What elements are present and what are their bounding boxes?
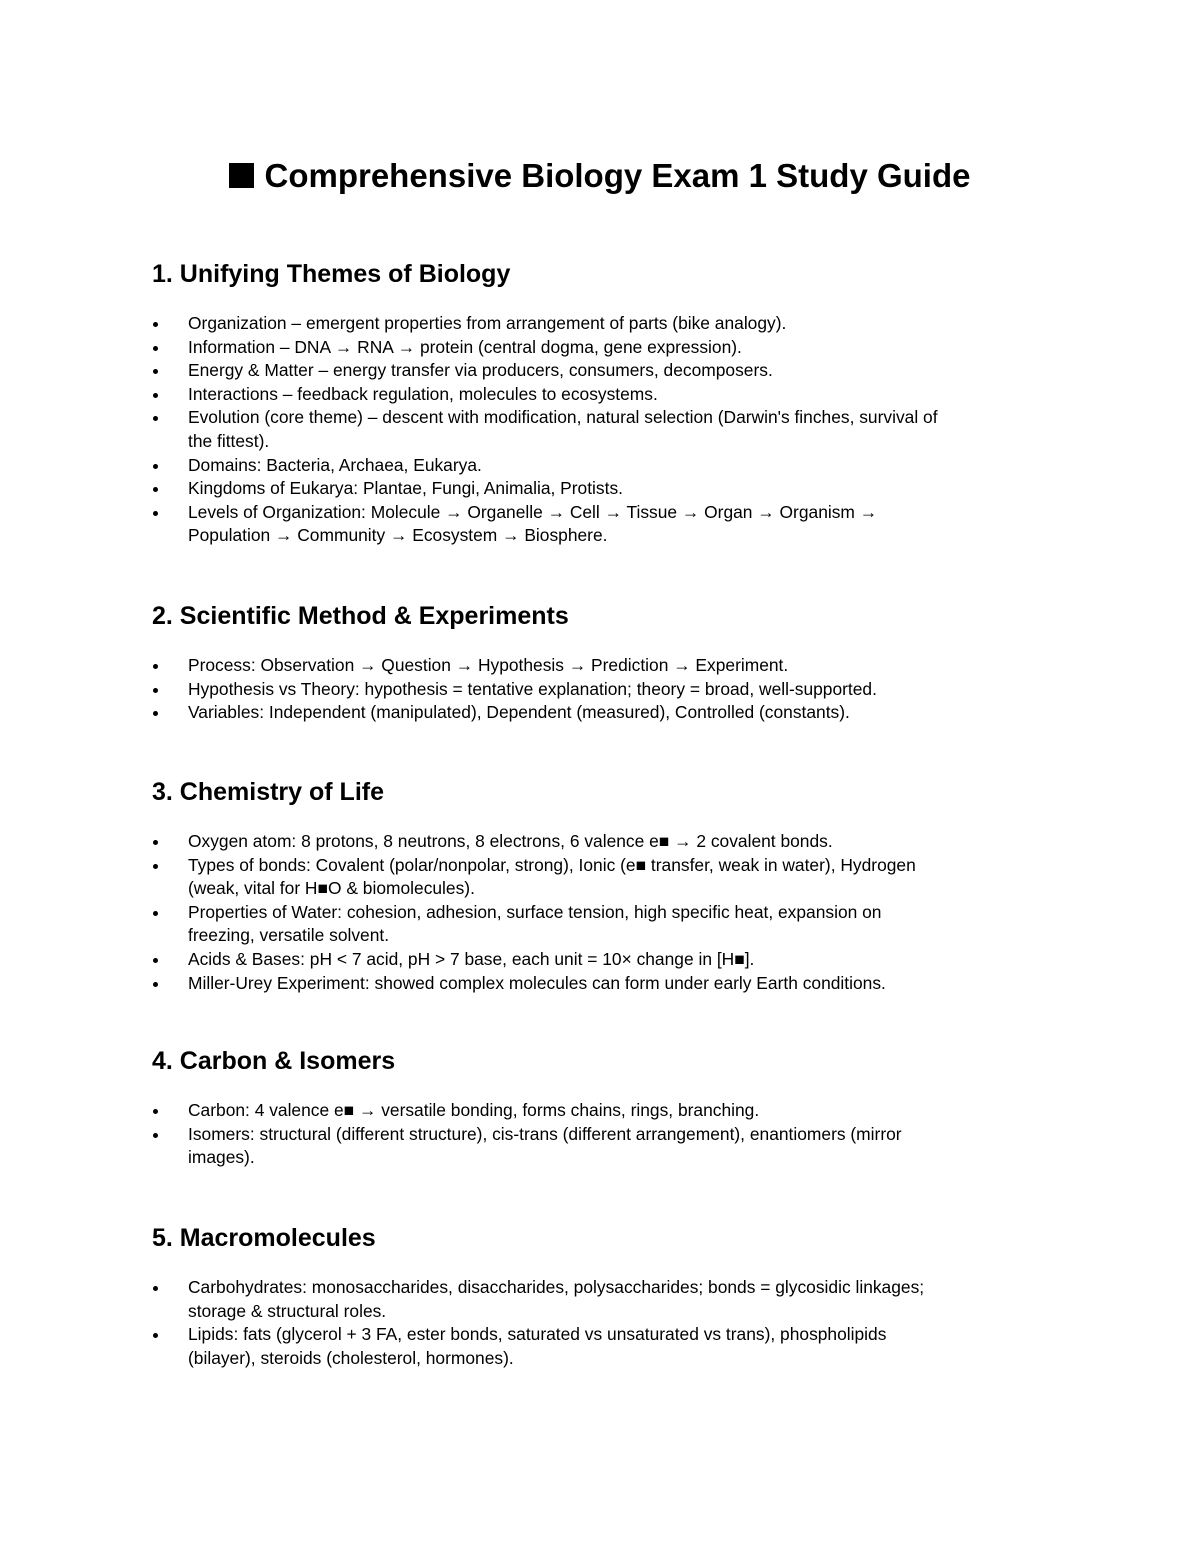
list-item [152,830,1052,854]
list-item [152,901,1052,948]
list-item-text: Domains: Bacteria, Archaea, Eukarya. [188,454,482,475]
list-item-text: Miller-Urey Experiment: showed complex molecules can form under early Earth conditions. [188,972,886,993]
bullet-icon [153,369,158,374]
list-item [152,1099,1052,1123]
bullet-list [152,1099,1052,1170]
list-item [152,678,1052,702]
bullet-list [152,830,1052,995]
list-item [152,477,1052,501]
bullet-icon [153,688,158,693]
list-item-text: Process: Observation → Question → Hypothesis → Prediction → Experiment. [188,655,789,675]
list-item [152,854,1052,901]
bullet-icon [153,393,158,398]
list-item [152,406,1052,453]
list-item-text: Hypothesis vs Theory: hypothesis = tentative explanation; theory = broad, well-supported. [188,678,877,699]
list-item-text: Levels of Organization: Molecule → Organelle → Cell → Tissue → Organ → Organism → Population → Community → Ecosystem → Biosphere. [188,501,878,546]
bullet-icon [153,416,158,421]
bullet-list [152,654,1052,725]
bullet-icon [153,1286,158,1291]
list-item [152,336,1052,360]
list-item [152,654,1052,678]
section-heading: 4. Carbon & Isomers [152,1047,396,1075]
list-item [152,359,1052,383]
list-item [152,701,1052,725]
bullet-icon [153,322,158,327]
list-item [152,312,1052,336]
section-heading: 3. Chemistry of Life [152,778,384,806]
list-item [152,1323,1052,1370]
list-item-text: Carbohydrates: monosaccharides, disaccharides, polysaccharides; bonds = glycosidic linkages; storage & structural roles. [188,1277,925,1321]
bullet-icon [153,864,158,869]
bullet-icon [153,1109,158,1114]
bullet-icon [153,487,158,492]
list-item-text: Lipids: fats (glycerol + 3 FA, ester bonds, saturated vs unsaturated vs trans), phospholipids (bilayer), steroids (cholesterol, hormones). [188,1324,887,1368]
bullet-icon [153,1333,158,1338]
bullet-icon [153,711,158,716]
bullet-list [152,1276,1052,1370]
list-item-text: Isomers: structural (different structure), cis-trans (different arrangement), enantiomers (mirror images). [188,1123,902,1168]
list-item-text: Acids & Bases: pH < 7 acid, pH > 7 base, each unit = 10× change in [H■]. [188,948,755,969]
section-heading: 1. Unifying Themes of Biology [152,260,511,288]
list-item-text: Interactions – feedback regulation, molecules to ecosystems. [188,383,658,404]
list-item [152,948,1052,972]
section-heading: 2. Scientific Method & Experiments [152,602,569,630]
list-item [152,972,1052,996]
bullet-icon [153,911,158,916]
bullet-list [152,312,1052,548]
bullet-icon [153,1133,158,1138]
document-title [0,156,1200,196]
section-heading: 5. Macromolecules [152,1224,376,1252]
bullet-icon [153,511,158,516]
list-item [152,1276,1052,1323]
list-item [152,454,1052,478]
bullet-icon [153,346,158,351]
list-item-text: Oxygen atom: 8 protons, 8 neutrons, 8 electrons, 6 valence e■ → 2 covalent bonds. [188,831,833,851]
bullet-icon [153,664,158,669]
list-item-text: Information – DNA → RNA → protein (central dogma, gene expression). [188,336,742,357]
list-item-text: Types of bonds: Covalent (polar/nonpolar, strong), Ionic (e■ transfer, weak in water), Hydrogen (weak, vital for H■O & biomolecules). [188,854,916,899]
document-title-text: Comprehensive Biology Exam 1 Study Guide [264,157,971,194]
bullet-icon [153,464,158,469]
list-item [152,1123,1052,1170]
list-item-text: Organization – emergent properties from arrangement of parts (bike analogy). [188,313,787,333]
bullet-icon [153,958,158,963]
list-item-text: Kingdoms of Eukarya: Plantae, Fungi, Animalia, Protists. [188,478,623,499]
list-item-text: Energy & Matter – energy transfer via producers, consumers, decomposers. [188,360,773,381]
list-item-text: Carbon: 4 valence e■ → versatile bonding, forms chains, rings, branching. [188,1100,760,1120]
bullet-icon [153,840,158,845]
black-square-icon [229,163,254,188]
list-item [152,501,1052,548]
bullet-icon [153,982,158,987]
list-item-text: Evolution (core theme) – descent with modification, natural selection (Darwin's finches, survival of the fittest). [188,407,938,451]
list-item-text: Properties of Water: cohesion, adhesion, surface tension, high specific heat, expansion on freezing, versatile solvent. [188,901,882,946]
list-item-text: Variables: Independent (manipulated), Dependent (measured), Controlled (constants). [188,702,850,723]
list-item [152,383,1052,407]
